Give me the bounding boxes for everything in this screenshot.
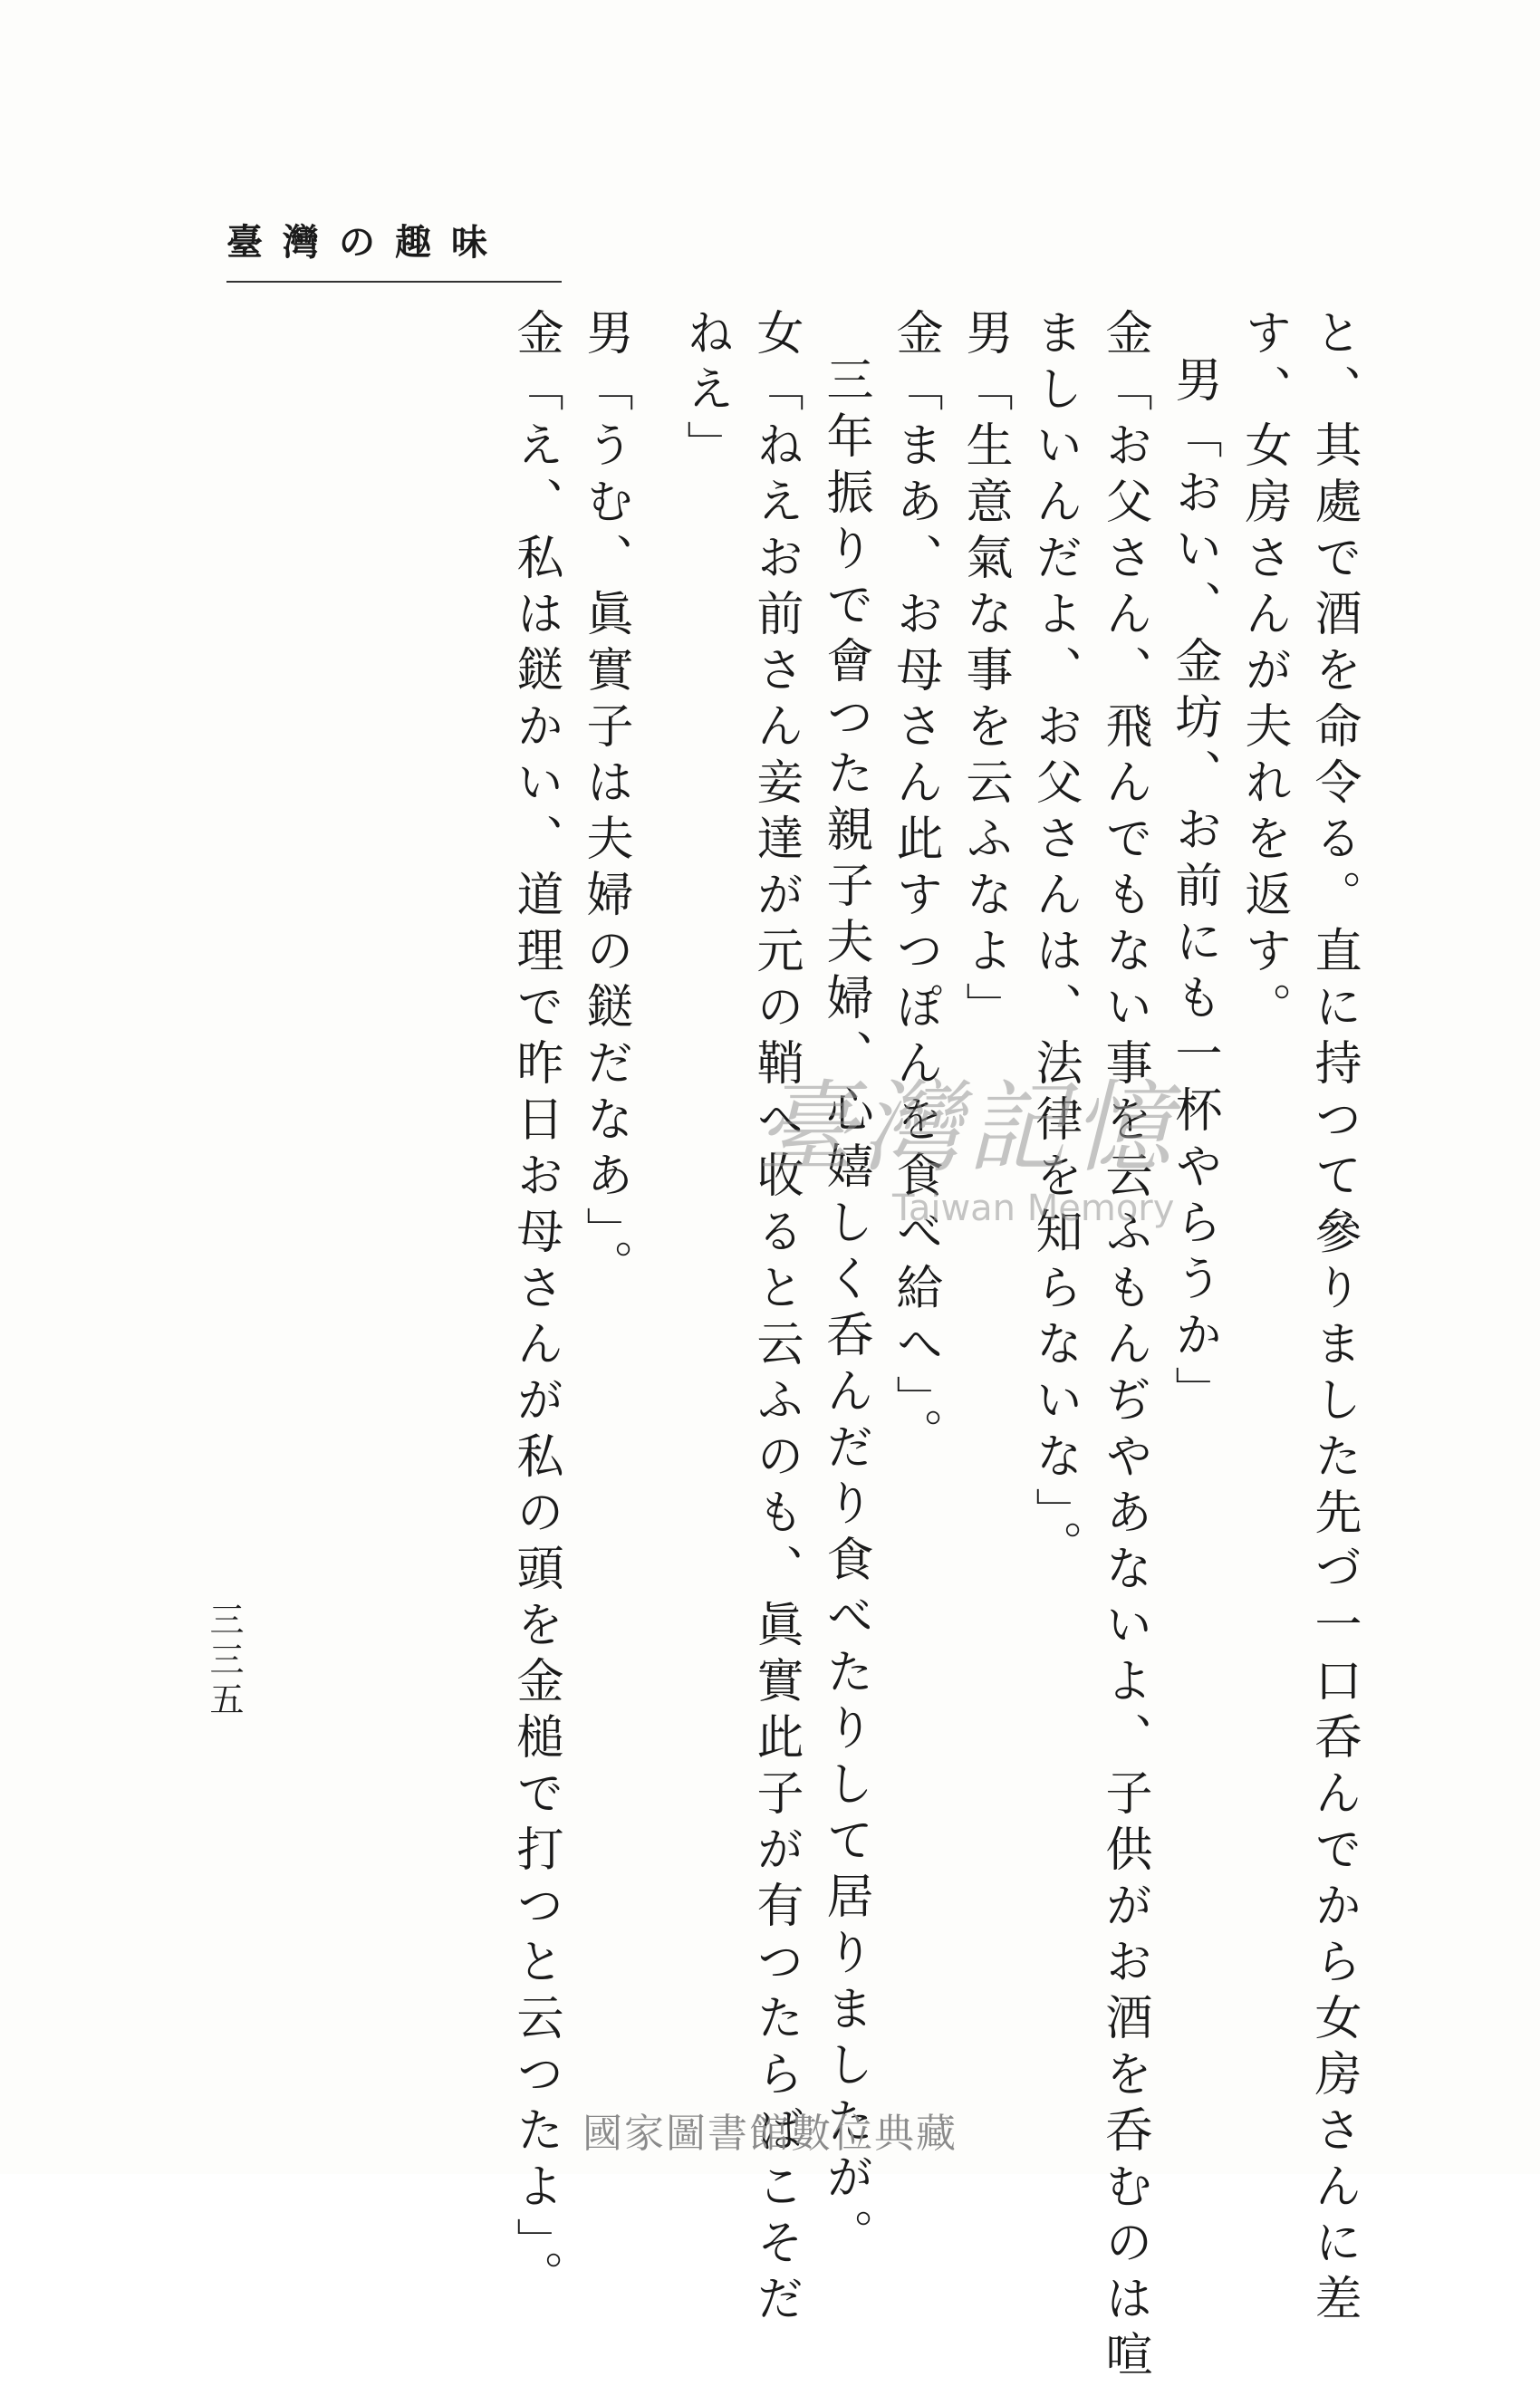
page-number: 三三五 [204, 1602, 244, 1721]
watermark-cjk: 臺灣記憶 [756, 1070, 1177, 1186]
text-line: 三年振りで會つた親子夫婦、心嬉しく呑んだり食べたりして居りましたが。 [818, 355, 872, 2265]
line-gap [640, 308, 670, 1966]
text-line: 男「生意氣な事を云ふなよ」 [958, 308, 1012, 1038]
header-rule [226, 281, 562, 283]
text-line: 金「お父さん、飛んでもない事を云ふもんぢやあないよ、子供がお酒を呑むのは喧 [1097, 308, 1151, 2386]
text-line: と、其處で酒を命令る。直に持つて參りました先づ一口呑んでから女房さんに差 [1306, 308, 1361, 2330]
text-line: 男「おい、金坊、お前にも一杯やらうか」 [1167, 355, 1221, 1422]
text-line: 金「え、私は鎹かい、道理で昨日お母さんが私の頭を金槌で打つと云つたよ」。 [508, 308, 563, 2306]
text-line: 男「うむ、眞實子は夫婦の鎹だなあ」。 [578, 308, 632, 1295]
text-line: す、女房さんが夫れを返す。 [1237, 308, 1291, 1038]
running-header: 臺灣の趣味 [226, 221, 507, 264]
text-line: ましいんだよ、お父さんは、法律を知らないな」。 [1027, 308, 1082, 1576]
watermark-en: Taiwan Memory [892, 1188, 1175, 1229]
footer-collection-stamp: 國家圖書館數位典藏 [582, 2111, 958, 2157]
text-line: 女「ねえお前さん妾達が元の鞘へ收ると云ふのも、眞實此子が有つたらばこそだ [748, 308, 803, 2330]
text-line: 金「まあ、お母さん此すつぽんを食べ給へ」。 [888, 308, 942, 1464]
text-line: ねえ」 [679, 308, 733, 476]
